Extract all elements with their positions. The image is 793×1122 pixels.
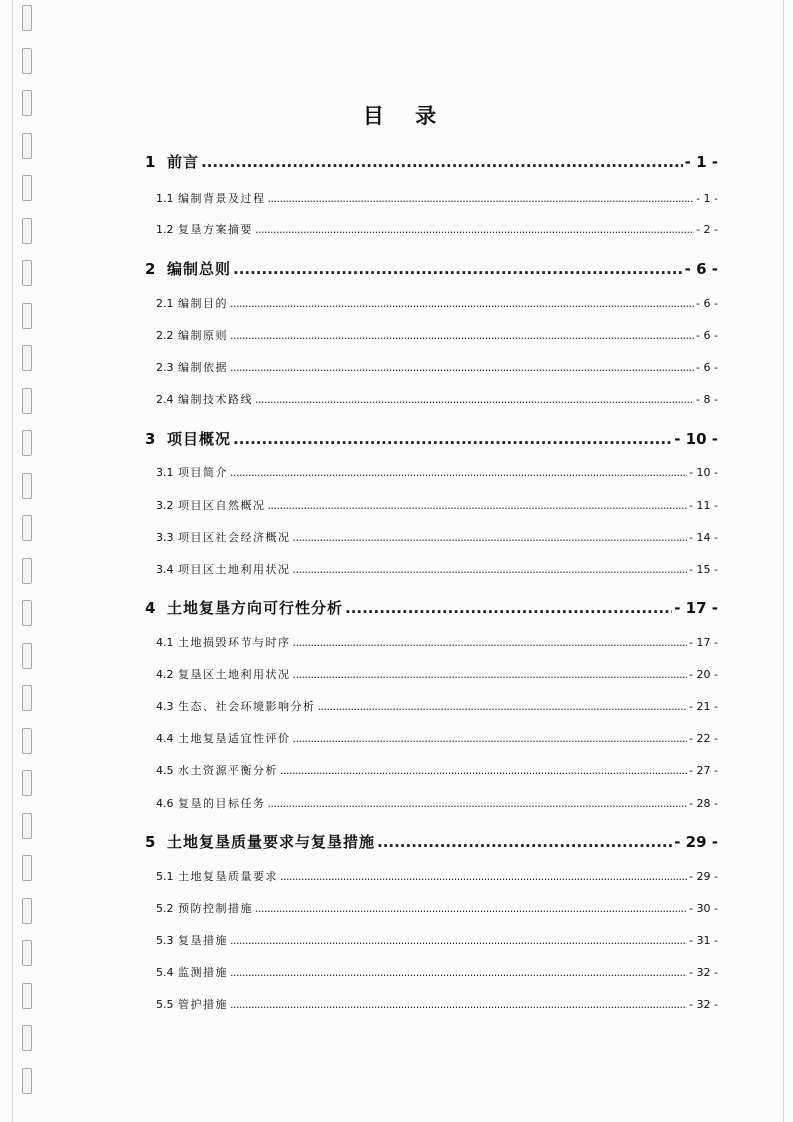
toc-number: 3.4 xyxy=(156,563,174,576)
toc-page-number: - 2 - xyxy=(696,223,718,236)
toc-title: 编制依据 xyxy=(178,361,228,374)
toc-entry-5-3[interactable] xyxy=(156,932,718,948)
toc-leader xyxy=(268,499,688,512)
toc-entry-5[interactable] xyxy=(145,831,718,852)
toc-number: 5.3 xyxy=(156,934,174,947)
toc-number: 4.5 xyxy=(156,764,174,777)
toc-entry-2[interactable] xyxy=(145,258,718,279)
toc-page-number: - 32 - xyxy=(689,998,718,1011)
toc-page-number: - 31 - xyxy=(689,934,718,947)
toc-page-number: - 6 - xyxy=(696,361,718,374)
toc-leader xyxy=(280,764,687,777)
toc-number: 5.1 xyxy=(156,870,174,883)
toc-entry-1-2[interactable] xyxy=(156,221,718,237)
toc-entry-5-4[interactable] xyxy=(156,964,718,980)
toc-page-number: - 6 - xyxy=(696,329,718,342)
toc-entry-5-1[interactable] xyxy=(156,868,718,884)
toc-leader xyxy=(377,833,672,851)
toc-title: 土地复垦方向可行性分析 xyxy=(167,599,344,617)
toc-page-number: - 17 - xyxy=(689,636,718,649)
toc-title: 管护措施 xyxy=(178,998,228,1011)
binding-hole xyxy=(22,175,32,201)
binding-hole xyxy=(22,5,32,31)
toc-number: 4.4 xyxy=(156,732,174,745)
toc-leader xyxy=(230,329,694,342)
binding-hole xyxy=(22,388,32,414)
binding-hole xyxy=(22,430,32,456)
toc-leader xyxy=(293,636,688,649)
toc-leader xyxy=(268,797,688,810)
toc-title: 编制原则 xyxy=(178,329,228,342)
toc-number: 4.2 xyxy=(156,668,174,681)
toc-entry-2-3[interactable] xyxy=(156,359,718,375)
page-edge-right xyxy=(783,0,784,1122)
toc-number: 4 xyxy=(145,599,156,617)
toc-number: 5.4 xyxy=(156,966,174,979)
toc-number: 2.1 xyxy=(156,297,174,310)
toc-entry-5-5[interactable] xyxy=(156,996,718,1012)
toc-title: 项目区社会经济概况 xyxy=(178,531,291,544)
toc-leader xyxy=(230,934,687,947)
toc-page-number: - 17 - xyxy=(674,599,718,617)
toc-title: 编制背景及过程 xyxy=(178,192,266,205)
toc-number: 4.3 xyxy=(156,700,174,713)
toc-leader xyxy=(345,599,672,617)
toc-leader xyxy=(201,153,683,171)
toc-title: 项目区自然概况 xyxy=(178,499,266,512)
toc-title: 复垦的目标任务 xyxy=(178,797,266,810)
toc-page-number: - 22 - xyxy=(689,732,718,745)
toc-leader xyxy=(230,297,694,310)
toc-entry-4[interactable] xyxy=(145,597,718,618)
page-title: 目 录 xyxy=(362,104,449,128)
toc-title: 监测措施 xyxy=(178,966,228,979)
toc-entry-1[interactable] xyxy=(145,151,718,172)
toc-leader xyxy=(255,393,694,406)
toc-number: 4.6 xyxy=(156,797,174,810)
binding-hole xyxy=(22,1025,32,1051)
toc-number: 1.1 xyxy=(156,192,174,205)
toc-leader xyxy=(230,966,687,979)
toc-page-number: - 1 - xyxy=(696,192,718,205)
toc-leader xyxy=(255,902,687,915)
binding-holes xyxy=(22,0,38,1122)
binding-hole xyxy=(22,600,32,626)
toc-leader xyxy=(255,223,694,236)
toc-title: 前言 xyxy=(167,153,200,171)
binding-hole xyxy=(22,983,32,1009)
toc-title: 复垦方案摘要 xyxy=(178,223,253,236)
toc-entry-4-4[interactable] xyxy=(156,730,718,746)
toc-page-number: - 10 - xyxy=(674,430,718,448)
binding-hole xyxy=(22,303,32,329)
toc-entry-4-3[interactable] xyxy=(156,698,718,714)
binding-hole xyxy=(22,558,32,584)
toc-number: 5.2 xyxy=(156,902,174,915)
toc-number: 5 xyxy=(145,833,156,851)
toc-title: 编制总则 xyxy=(167,260,232,278)
binding-hole xyxy=(22,898,32,924)
toc-leader xyxy=(230,998,687,1011)
binding-hole xyxy=(22,940,32,966)
toc-number: 3.3 xyxy=(156,531,174,544)
binding-hole xyxy=(22,855,32,881)
toc-number: 3.1 xyxy=(156,466,174,479)
toc-leader xyxy=(233,260,683,278)
toc-leader xyxy=(230,361,694,374)
toc-page-number: - 20 - xyxy=(689,668,718,681)
toc-entry-5-2[interactable] xyxy=(156,900,718,916)
toc-page-number: - 29 - xyxy=(674,833,718,851)
toc-number: 4.1 xyxy=(156,636,174,649)
binding-hole xyxy=(22,685,32,711)
toc-entry-3-3[interactable] xyxy=(156,529,718,545)
toc-number: 5.5 xyxy=(156,998,174,1011)
toc-title: 水土资源平衡分析 xyxy=(178,764,278,777)
toc-title: 生态、社会环境影响分析 xyxy=(178,700,316,713)
toc-title: 土地损毁环节与时序 xyxy=(178,636,291,649)
toc-page-number: - 28 - xyxy=(689,797,718,810)
toc-entry-4-5[interactable] xyxy=(156,762,718,778)
toc-entry-3-1[interactable] xyxy=(156,464,718,480)
toc-page-number: - 1 - xyxy=(684,153,718,171)
toc-page-number: - 14 - xyxy=(689,531,718,544)
toc-entry-3[interactable] xyxy=(145,428,718,449)
binding-hole xyxy=(22,643,32,669)
binding-hole xyxy=(22,133,32,159)
toc-entry-3-2[interactable] xyxy=(156,497,718,513)
toc-page-number: - 30 - xyxy=(689,902,718,915)
toc-title: 编制目的 xyxy=(178,297,228,310)
binding-hole xyxy=(22,813,32,839)
toc-leader xyxy=(293,668,688,681)
toc-entry-2-2[interactable] xyxy=(156,327,718,343)
toc-title: 土地复垦质量要求 xyxy=(178,870,278,883)
toc-number: 3.2 xyxy=(156,499,174,512)
toc-leader xyxy=(268,192,695,205)
binding-hole xyxy=(22,48,32,74)
toc-title: 复垦措施 xyxy=(178,934,228,947)
toc-entry-4-2[interactable] xyxy=(156,666,718,682)
toc-page-number: - 10 - xyxy=(689,466,718,479)
toc-title: 项目简介 xyxy=(178,466,228,479)
toc-number: 2.4 xyxy=(156,393,174,406)
toc-page-number: - 15 - xyxy=(689,563,718,576)
toc-title: 复垦区土地利用状况 xyxy=(178,668,291,681)
toc-number: 1.2 xyxy=(156,223,174,236)
toc-page-number: - 21 - xyxy=(689,700,718,713)
binding-hole xyxy=(22,770,32,796)
toc-entry-2-4[interactable] xyxy=(156,391,718,407)
toc-title: 项目区土地利用状况 xyxy=(178,563,291,576)
toc-number: 3 xyxy=(145,430,156,448)
toc-title: 土地复垦质量要求与复垦措施 xyxy=(167,833,376,851)
toc-entry-1-1[interactable] xyxy=(156,190,718,206)
toc-page-number: - 27 - xyxy=(689,764,718,777)
page-edge-left xyxy=(12,0,13,1122)
binding-hole xyxy=(22,728,32,754)
binding-hole xyxy=(22,260,32,286)
toc-leader xyxy=(280,870,687,883)
toc-leader xyxy=(293,563,688,576)
toc-leader xyxy=(293,732,688,745)
binding-hole xyxy=(22,515,32,541)
toc-title: 预防控制措施 xyxy=(178,902,253,915)
binding-hole xyxy=(22,473,32,499)
binding-hole xyxy=(22,345,32,371)
toc-page-number: - 6 - xyxy=(696,297,718,310)
toc-entry-4-6[interactable] xyxy=(156,795,718,811)
toc-leader xyxy=(230,466,687,479)
toc-title: 编制技术路线 xyxy=(178,393,253,406)
toc-number: 1 xyxy=(145,153,156,171)
toc-leader xyxy=(318,700,688,713)
toc-number: 2 xyxy=(145,260,156,278)
toc-title: 土地复垦适宜性评价 xyxy=(178,732,291,745)
toc-entry-2-1[interactable] xyxy=(156,295,718,311)
toc-leader xyxy=(293,531,688,544)
toc-page-number: - 32 - xyxy=(689,966,718,979)
toc-number: 2.3 xyxy=(156,361,174,374)
binding-hole xyxy=(22,1068,32,1094)
toc-entry-3-4[interactable] xyxy=(156,561,718,577)
toc-leader xyxy=(233,430,672,448)
toc-page-number: - 29 - xyxy=(689,870,718,883)
toc-number: 2.2 xyxy=(156,329,174,342)
toc-entry-4-1[interactable] xyxy=(156,634,718,650)
toc-page-number: - 6 - xyxy=(684,260,718,278)
binding-hole xyxy=(22,218,32,244)
toc-page-number: - 11 - xyxy=(689,499,718,512)
toc-title: 项目概况 xyxy=(167,430,232,448)
toc-page-number: - 8 - xyxy=(696,393,718,406)
